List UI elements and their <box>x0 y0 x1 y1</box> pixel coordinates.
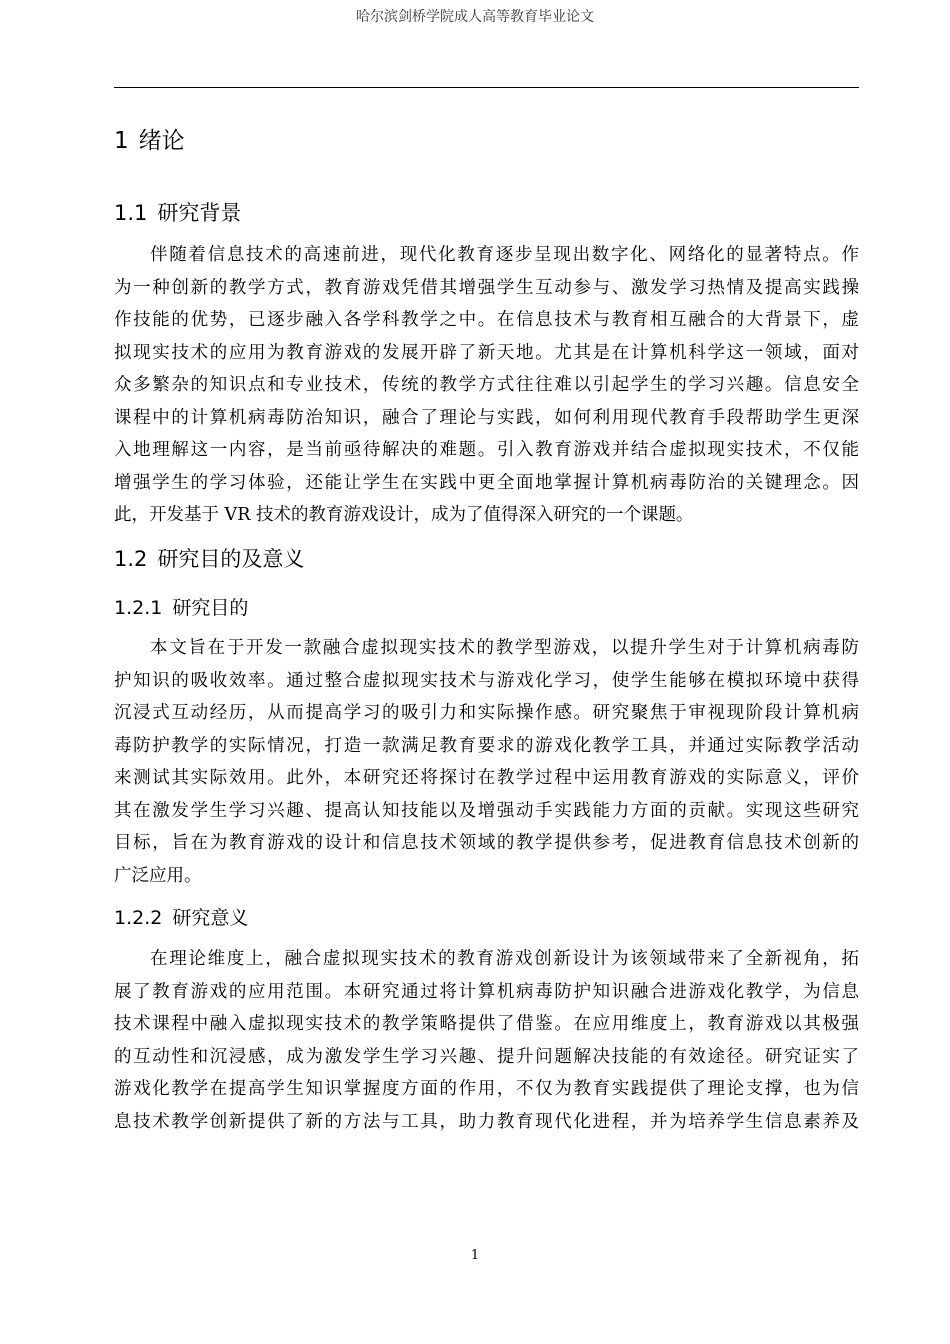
paragraph-significance <box>114 943 859 1138</box>
paragraph-line: 技术课程中融入虚拟现实技术的教学策略提供了借鉴。在应用维度上，教育游戏以其极强 <box>114 1014 859 1034</box>
chapter-number: 1 <box>114 128 129 154</box>
paragraph-line: 来测试其实际效用。此外，本研究还将探讨在教学过程中运用教育游戏的实际意义，评价 <box>114 768 859 788</box>
paragraph-purpose <box>114 632 859 892</box>
subsection-number: 1.2.1 <box>114 597 163 619</box>
section-title: 研究背景 <box>157 201 242 225</box>
paragraph-line: 拟现实技术的应用为教育游戏的发展开辟了新天地。尤其是在计算机科学这一领域，面对 <box>114 342 859 363</box>
section-heading-1-2 <box>114 543 304 573</box>
paragraph-background <box>114 239 859 532</box>
paragraph-line: 毒防护教学的实际情况，打造一款满足教育要求的游戏化教学工具，并通过实际教学活动 <box>114 735 859 756</box>
paragraph-line: 伴随着信息技术的高速前进，现代化教育逐步呈现出数字化、网络化的显著特点。作 <box>150 245 859 265</box>
section-number: 1.2 <box>114 547 148 571</box>
section-title: 研究目的及意义 <box>157 547 305 571</box>
paragraph-line: 护知识的吸收效率。通过整合虚拟现实技术与游戏化学习，使学生能够在模拟环境中获得 <box>114 670 859 691</box>
paragraph-line: 其在激发学生学习兴趣、提高认知技能以及增强动手实践能力方面的贡献。实现这些研究 <box>114 800 859 821</box>
paragraph-line: 众多繁杂的知识点和专业技术，传统的教学方式往往难以引起学生的学习兴趣。信息安全 <box>114 375 859 395</box>
subsection-title: 研究意义 <box>172 907 249 929</box>
chapter-title: 绪论 <box>138 128 185 154</box>
paragraph-line: 的互动性和沉浸感，成为激发学生学习兴趣、提升问题解决技能的有效途径。研究证实了 <box>114 1046 859 1067</box>
subsection-heading-1-2-2 <box>114 903 248 930</box>
paragraph-line: 增强学生的学习体验，还能让学生在实践中更全面地掌握计算机病毒防治的关键理念。因 <box>114 472 859 493</box>
paragraph-line: 入地理解这一内容，是当前亟待解决的难题。引入教育游戏并结合虚拟现实技术，不仅能 <box>114 440 859 460</box>
paragraph-line: 课程中的计算机病毒防治知识，融合了理论与实践，如何利用现代教育手段帮助学生更深 <box>114 407 859 428</box>
paragraph-line: 息技术教学创新提供了新的方法与工具，助力教育现代化进程，并为培养学生信息素养及 <box>114 1111 859 1132</box>
paragraph-line: 目标，旨在为教育游戏的设计和信息技术领域的教学提供参考，促进教育信息技术创新的 <box>114 833 859 853</box>
paragraph-line: 游戏化教学在提高学生知识掌握度方面的作用，不仅为教育实践提供了理论支撑，也为信 <box>114 1079 859 1099</box>
paragraph-line: 广泛应用。 <box>114 865 202 886</box>
paragraph-line: 在理论维度上，融合虚拟现实技术的教育游戏创新设计为该领域带来了全新视角，拓 <box>150 949 859 969</box>
subsection-heading-1-2-1 <box>114 593 248 620</box>
paragraph-line: 展了教育游戏的应用范围。本研究通过将计算机病毒防护知识融合进游戏化教学，为信息 <box>114 981 859 1002</box>
section-heading-1-1 <box>114 197 241 227</box>
chapter-heading <box>114 122 185 155</box>
paragraph-line: 此，开发基于 VR 技术的教育游戏设计，成为了值得深入研究的一个课题。 <box>114 505 694 525</box>
paragraph-line: 沉浸式互动经历，从而提高学习的吸引力和实际操作感。研究聚焦于审视现阶段计算机病 <box>114 703 859 723</box>
section-number: 1.1 <box>114 201 148 225</box>
paragraph-line: 本文旨在于开发一款融合虚拟现实技术的教学型游戏，以提升学生对于计算机病毒防 <box>150 638 859 658</box>
running-header: 哈尔滨剑桥学院成人高等教育毕业论文 <box>356 9 594 25</box>
page-number: 1 <box>470 1248 480 1263</box>
paragraph-line: 作技能的优势，已逐步融入各学科教学之中。在信息技术与教育相互融合的大背景下，虚 <box>114 310 859 330</box>
header-rule <box>114 87 859 88</box>
subsection-title: 研究目的 <box>172 597 249 619</box>
subsection-number: 1.2.2 <box>114 907 163 929</box>
paragraph-line: 为一种创新的教学方式，教育游戏凭借其增强学生互动参与、激发学习热情及提高实践操 <box>114 277 859 298</box>
